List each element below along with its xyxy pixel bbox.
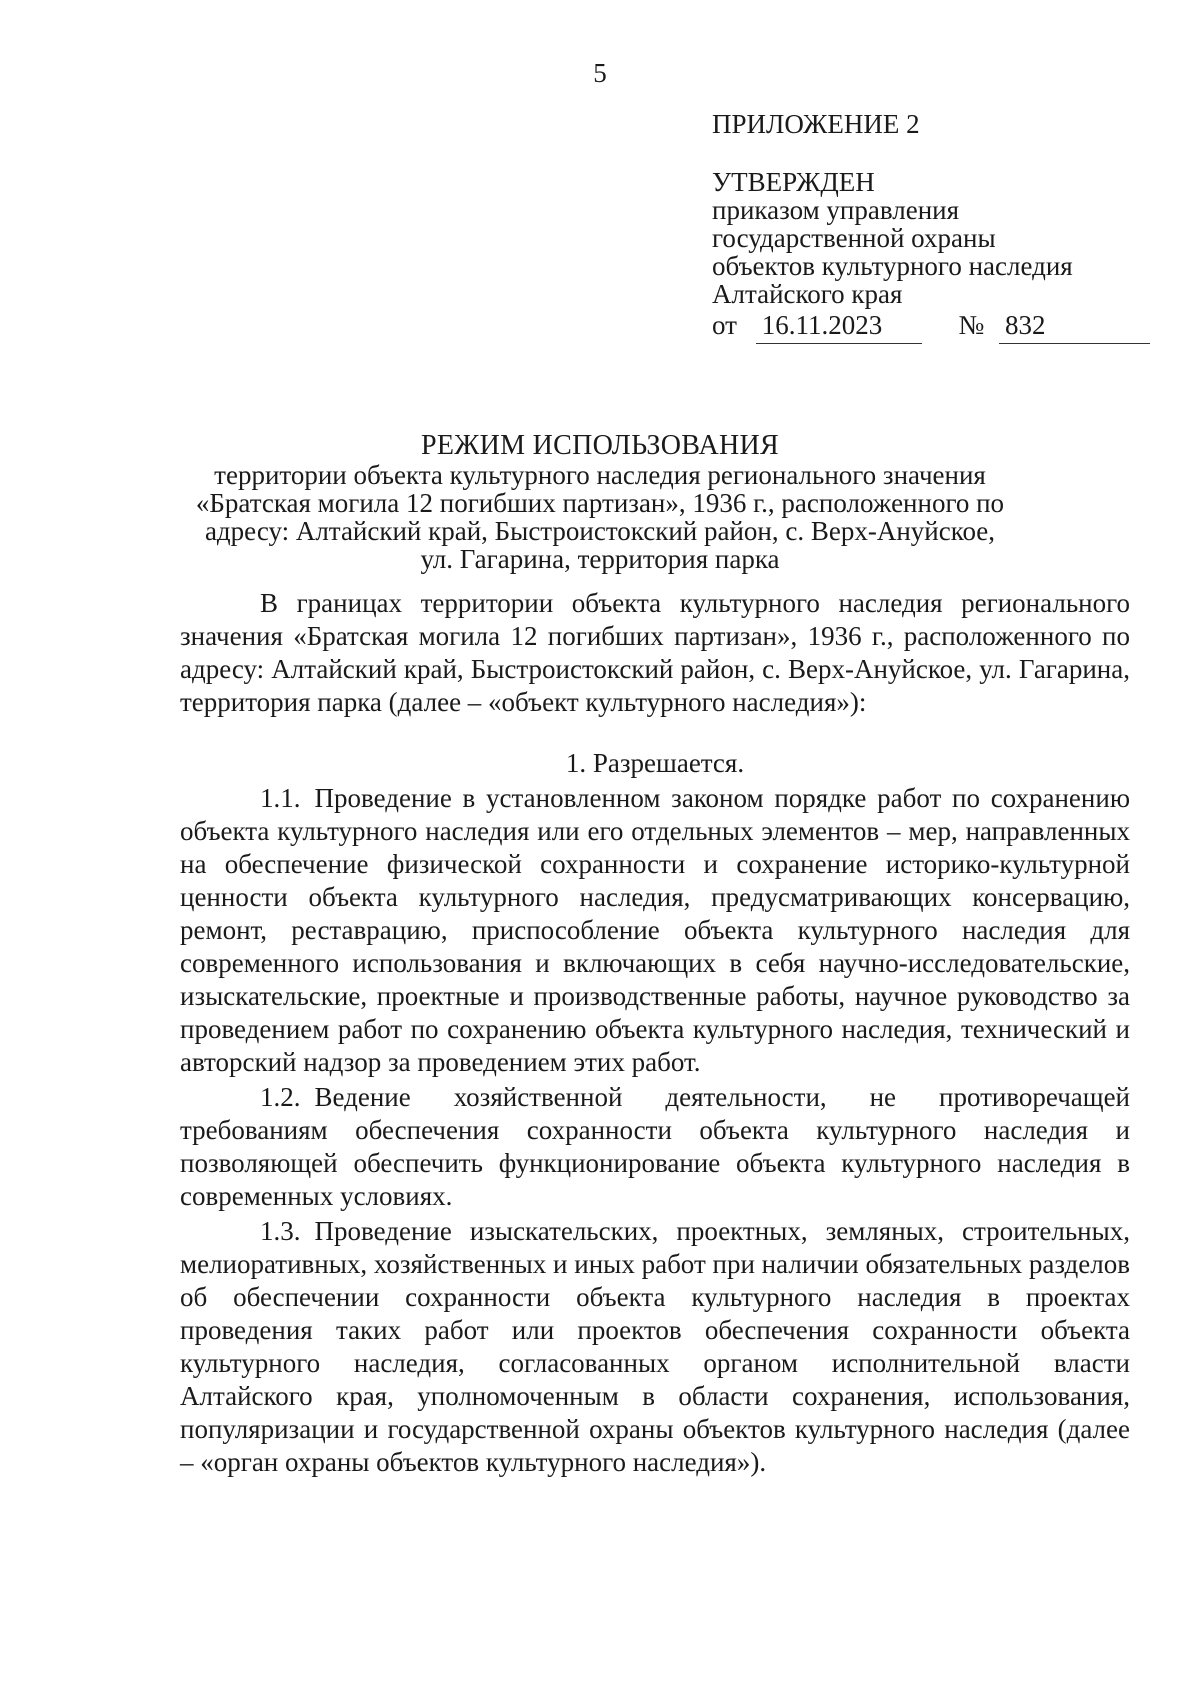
title-line: адресу: Алтайский край, Быстроистокский район, с. Верх-Ануйское, (204, 516, 996, 546)
document-body (180, 587, 1130, 1479)
date-label: от (712, 310, 737, 340)
approval-stamp-block (712, 110, 1152, 339)
approval-line: Алтайского края (712, 279, 903, 309)
approval-line: государственной охраны (712, 223, 996, 253)
approval-line: объектов культурного наследия (712, 251, 1073, 281)
list-item (180, 782, 1130, 1079)
item-text: Проведение изыскательских, проектных, земляных, строительных, мелиоративных, хозяйственных и иных работ при наличии обязательных разделов об обеспечении сохранности объекта культурного наследия в проектах проведения таких работ или проектов обеспечения сохранности объекта культурного наследия, согласованных органом исполнительной власти Алтайского края, уполномоченным в области сохранения, использования, популяризации и государственной охраны объектов культурного наследия (далее – «орган охраны объектов культурного наследия»). (180, 1216, 1130, 1477)
intro-paragraph: В границах территории объекта культурного наследия регионального значения «Братская могила 12 погибших партизан», 1936 г., расположенного по адресу: Алтайский край, Быстроистокский район, с. Верх-Ануйское, ул. Гагарина, территория парка (далее – «объект культурного наследия»): (180, 588, 1130, 717)
list-item (180, 1215, 1130, 1479)
order-date: 16.11.2023 (756, 311, 922, 339)
appendix-label: ПРИЛОЖЕНИЕ 2 (712, 109, 920, 139)
order-number: 832 (999, 311, 1150, 339)
item-number: 1.3. (260, 1216, 301, 1246)
order-date-number-row (712, 311, 1152, 339)
page-number: 5 (593, 58, 607, 88)
title-line: «Братская могила 12 погибших партизан», 1936 г., расположенного по (195, 488, 1005, 518)
approval-line: приказом управления (712, 195, 960, 225)
approved-label: УТВЕРЖДЕН (712, 167, 875, 197)
document-title-block (0, 432, 1200, 573)
document-title: РЕЖИМ ИСПОЛЬЗОВАНИЯ (420, 430, 780, 461)
list-item (180, 1081, 1130, 1213)
title-line: территории объекта культурного наследия регионального значения (214, 460, 986, 490)
title-line: ул. Гагарина, территория парка (420, 544, 780, 574)
item-text: Ведение хозяйственной деятельности, не противоречащей требованиям обеспечения сохранности объекта культурного наследия и позволяющей обеспечить функционирование объекта культурного наследия в современных условиях. (180, 1082, 1130, 1211)
item-number: 1.2. (260, 1082, 301, 1112)
item-text: Проведение в установленном законом порядке работ по сохранению объекта культурного наследия или его отдельных элементов – мер, направленных на обеспечение физической сохранности и сохранение историко-культурной ценности объекта культурного наследия, предусматривающих консервацию, ремонт, реставрацию, приспособление объекта культурного наследия для современного использования и включающих в себя научно-исследовательские, изыскательские, проектные и производственные работы, научное руководство за проведением работ по сохранению объекта культурного наследия, технический и авторский надзор за проведением этих работ. (180, 783, 1130, 1077)
number-label: № (958, 310, 985, 340)
section-heading: 1. Разрешается. (565, 748, 745, 778)
item-number: 1.1. (260, 783, 301, 813)
